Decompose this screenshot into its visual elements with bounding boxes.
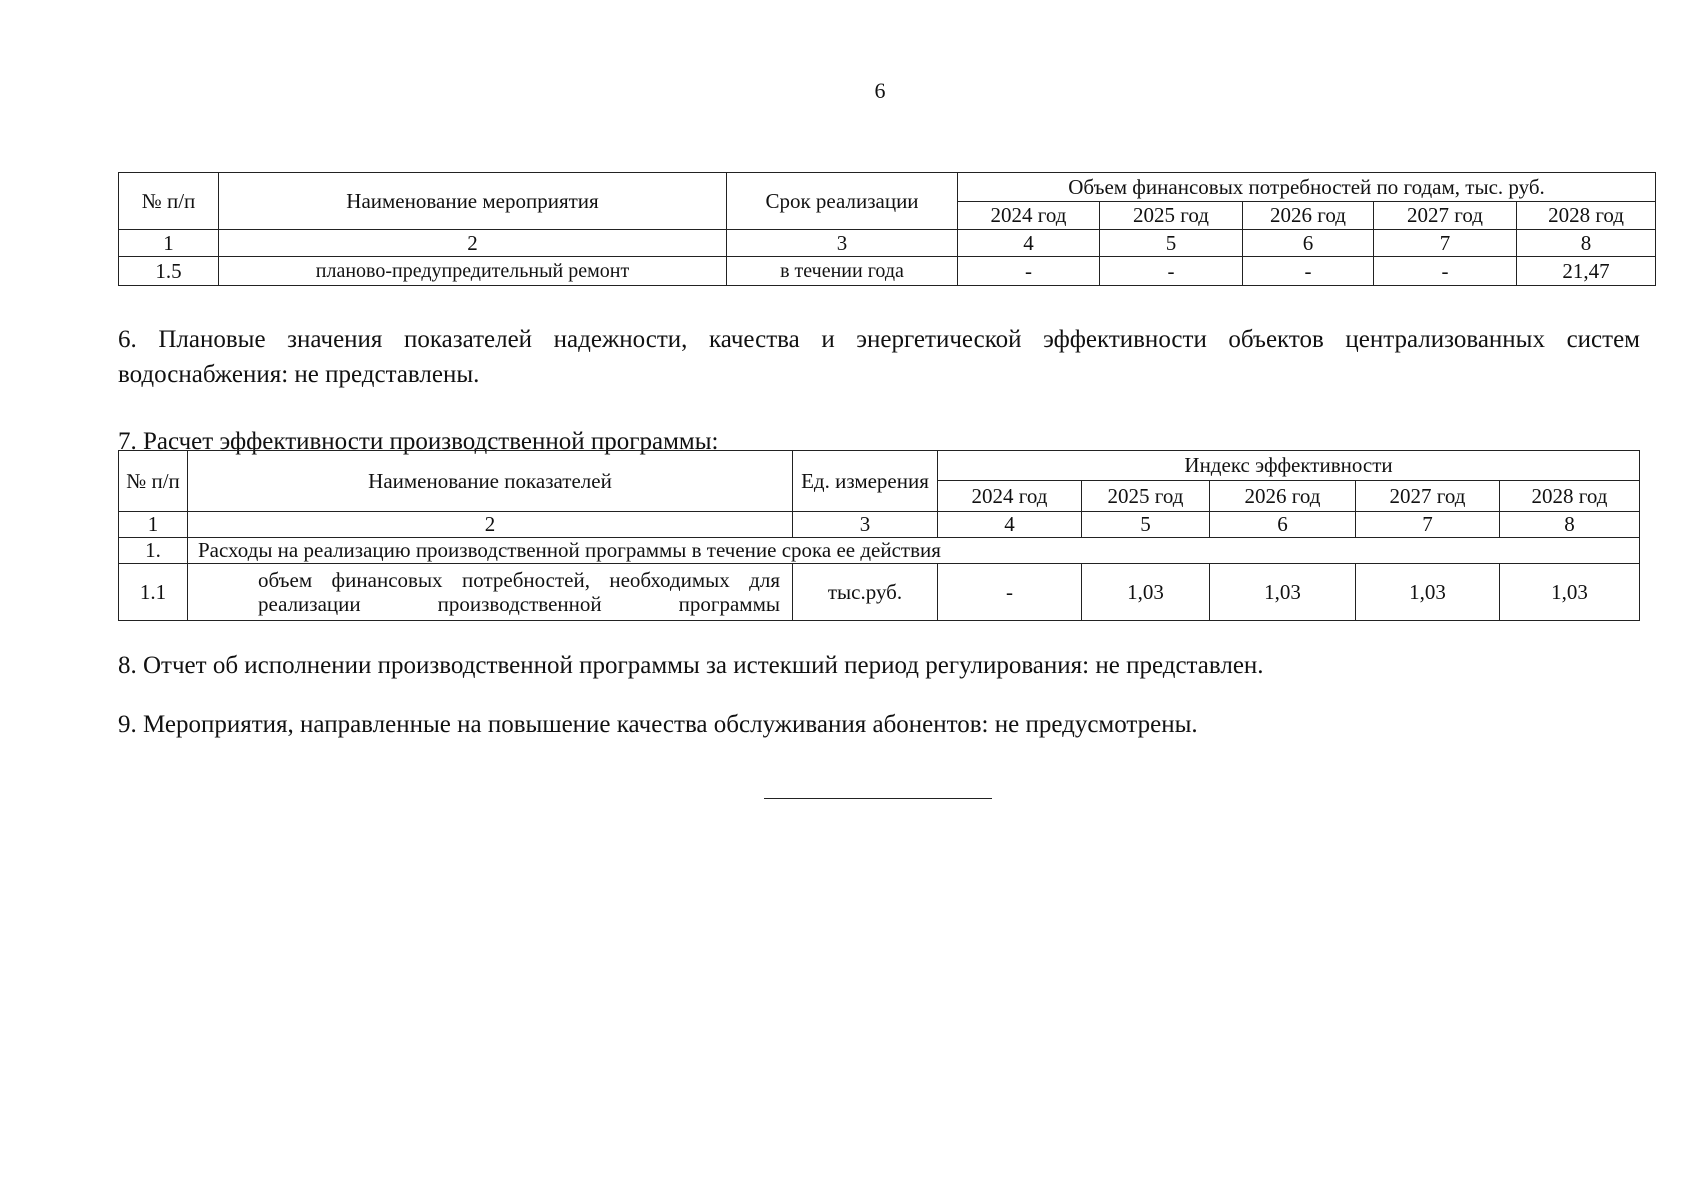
paragraph-8: 8. Отчет об исполнении производственной программы за истекший период регулирования: не представлен.	[118, 652, 1264, 679]
header-year: 2024 год	[958, 202, 1100, 230]
header-unit: Ед. измерения	[793, 451, 938, 512]
column-number: 2	[188, 512, 793, 538]
column-number: 8	[1517, 230, 1656, 257]
column-number-row	[119, 512, 1640, 538]
header-year: 2024 год	[938, 481, 1082, 512]
row-value: -	[1100, 257, 1243, 286]
column-number: 3	[727, 230, 958, 257]
paragraph-6: 6. Плановые значения показателей надежности, качества и энергетической эффективности объектов централизованных систем водоснабжения: не представлены.	[118, 326, 1640, 388]
section-label: Расходы на реализацию производственной программы в течение срока ее действия	[188, 538, 1640, 564]
column-number: 6	[1210, 512, 1356, 538]
row-value: 1,03	[1210, 564, 1356, 621]
column-number: 6	[1243, 230, 1374, 257]
header-volume: Объем финансовых потребностей по годам, тыс. руб.	[958, 173, 1656, 202]
column-number: 4	[938, 512, 1082, 538]
header-year: 2028 год	[1517, 202, 1656, 230]
row-term: в течении года	[727, 257, 958, 286]
column-number: 5	[1082, 512, 1210, 538]
row-unit: тыс.руб.	[793, 564, 938, 621]
section-row	[119, 538, 1640, 564]
closing-rule	[764, 798, 992, 799]
column-number: 7	[1356, 512, 1500, 538]
section-num: 1.	[119, 538, 188, 564]
header-name: Наименование показателей	[188, 451, 793, 512]
row-value: -	[958, 257, 1100, 286]
paragraph-9: 9. Мероприятия, направленные на повышение качества обслуживания абонентов: не предусмотрены.	[118, 711, 1198, 738]
table-row	[119, 257, 1656, 286]
column-number: 1	[119, 512, 188, 538]
column-number: 8	[1500, 512, 1640, 538]
header-num: № п/п	[119, 173, 219, 230]
column-number: 3	[793, 512, 938, 538]
header-year: 2026 год	[1243, 202, 1374, 230]
financial-needs-table	[118, 172, 1656, 286]
header-num: № п/п	[119, 451, 188, 512]
header-year: 2025 год	[1082, 481, 1210, 512]
row-value: 1,03	[1082, 564, 1210, 621]
header-index: Индекс эффективности	[938, 451, 1640, 481]
header-name: Наименование мероприятия	[219, 173, 727, 230]
row-value: -	[1374, 257, 1517, 286]
column-number: 1	[119, 230, 219, 257]
paragraph-7-title: 7. Расчет эффективности производственной программы:	[118, 428, 719, 455]
row-name: объем финансовых потребностей, необходимых для реализации производственной программы	[188, 564, 793, 621]
row-value: 1,03	[1356, 564, 1500, 621]
header-year: 2027 год	[1356, 481, 1500, 512]
column-number: 5	[1100, 230, 1243, 257]
header-term: Срок реализации	[727, 173, 958, 230]
row-name: планово-предупредительный ремонт	[219, 257, 727, 286]
row-num: 1.1	[119, 564, 188, 621]
row-value: 21,47	[1517, 257, 1656, 286]
page-number: 6	[874, 78, 886, 103]
table-row	[119, 564, 1640, 621]
column-number-row	[119, 230, 1656, 257]
header-year: 2026 год	[1210, 481, 1356, 512]
column-number: 2	[219, 230, 727, 257]
efficiency-table	[118, 450, 1640, 621]
row-num: 1.5	[119, 257, 219, 286]
header-year: 2027 год	[1374, 202, 1517, 230]
header-year: 2028 год	[1500, 481, 1640, 512]
row-value: 1,03	[1500, 564, 1640, 621]
row-value: -	[938, 564, 1082, 621]
column-number: 7	[1374, 230, 1517, 257]
row-value: -	[1243, 257, 1374, 286]
header-year: 2025 год	[1100, 202, 1243, 230]
column-number: 4	[958, 230, 1100, 257]
